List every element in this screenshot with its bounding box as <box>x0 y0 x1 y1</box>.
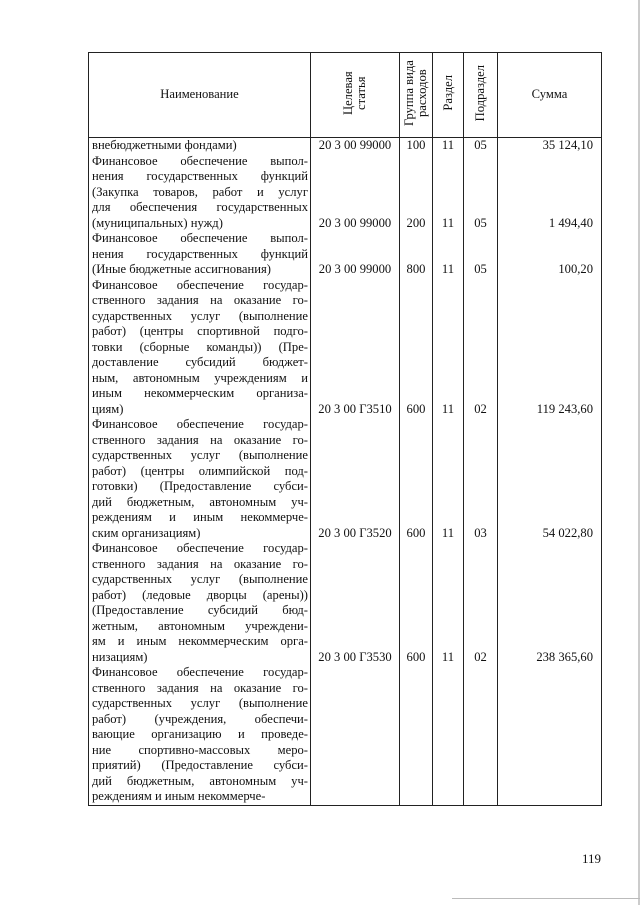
row-name-line: реждениям и иным некоммерче- <box>92 510 308 524</box>
header-sum: Сумма <box>498 53 602 138</box>
row-sum <box>498 231 602 278</box>
row-name-line: нения государственных функций <box>92 169 308 183</box>
table-row <box>89 138 602 154</box>
header-section-label: Раздел <box>440 74 455 111</box>
budget-table <box>88 52 602 806</box>
row-expense-group-value: 600 <box>406 525 426 540</box>
row-name-line: реждениям и иным некоммерче- <box>92 789 266 803</box>
row-section <box>433 665 464 805</box>
row-target-code <box>311 138 400 154</box>
row-sum <box>498 138 602 154</box>
table-body <box>89 138 602 806</box>
row-name-line: доставление субсидий бюджет- <box>92 355 308 369</box>
row-expense-group-value: 600 <box>406 401 426 416</box>
row-name-line: ным, автономным учреждениям и <box>92 370 308 385</box>
table-row <box>89 231 602 278</box>
row-sum <box>498 417 602 541</box>
row-section <box>433 138 464 154</box>
row-target-code <box>311 231 400 278</box>
row-section-value: 11 <box>441 138 455 152</box>
header-subsection-label: Подраздел <box>473 64 487 121</box>
header-section <box>433 53 464 138</box>
row-expense-group-value: 200 <box>406 215 426 230</box>
row-sum-value: 119 243,60 <box>536 401 593 416</box>
row-section-value: 11 <box>441 649 455 664</box>
row-section <box>433 154 464 232</box>
row-name-line: товки (сборные команды)) (Пре- <box>92 339 308 354</box>
row-section <box>433 417 464 541</box>
row-name-line: (муниципальных) нужд) <box>92 215 223 230</box>
row-name-line: нения государственных функций <box>92 246 308 261</box>
row-name-line: работ) (центры спортивной подго- <box>92 324 308 338</box>
row-name-line: ственного задания на оказание го- <box>92 556 308 571</box>
row-name-line: Финансовое обеспечение государ- <box>92 665 308 679</box>
row-name-line: работ) (ледовые дворцы (арены)) <box>92 587 308 602</box>
row-target-code <box>311 665 400 805</box>
row-name-line: Финансовое обеспечение государ- <box>92 277 308 292</box>
row-name-line: вающие организацию и проведе- <box>92 727 308 741</box>
row-sum <box>498 278 602 418</box>
row-name-line: иным некоммерческим организа- <box>92 386 308 400</box>
row-name-line: сударственных услуг (выполнение <box>92 696 308 710</box>
row-name-line: внебюджетными фондами) <box>92 138 237 152</box>
row-name-cell <box>89 138 311 154</box>
row-name-line: ственного задания на оказание го- <box>92 432 308 447</box>
row-target-code <box>311 541 400 665</box>
row-name-line: (Иные бюджетные ассигнования) <box>92 262 271 276</box>
row-target-code-value: 20 3 00 Г3510 <box>318 401 392 416</box>
row-expense-group-value: 100 <box>406 138 426 152</box>
row-expense-group <box>400 231 433 278</box>
row-target-code <box>311 154 400 232</box>
header-target <box>311 53 400 138</box>
table-row <box>89 278 602 418</box>
row-section-value: 11 <box>441 262 455 276</box>
row-expense-group <box>400 278 433 418</box>
header-target-word: статья <box>354 75 368 110</box>
row-target-code-value: 20 3 00 99000 <box>318 215 392 230</box>
row-sum-value: 35 124,10 <box>542 138 593 152</box>
row-section-value: 11 <box>441 215 455 230</box>
row-name-line: циям) <box>92 401 124 416</box>
header-target-word: Целевая <box>341 70 355 115</box>
row-name-cell <box>89 154 311 232</box>
row-subsection <box>464 417 498 541</box>
row-name-cell <box>89 278 311 418</box>
header-target-label <box>342 58 368 128</box>
row-sum-value: 100,20 <box>558 262 593 276</box>
row-expense-group <box>400 417 433 541</box>
header-group-line1: Группа вида <box>402 59 416 126</box>
row-expense-group <box>400 665 433 805</box>
header-name: Наименование <box>89 53 311 138</box>
row-name-line: ние спортивно-массовых меро- <box>92 742 308 757</box>
row-name-line: Финансовое обеспечение выпол- <box>92 153 308 168</box>
row-expense-group <box>400 154 433 232</box>
header-row <box>89 53 602 138</box>
row-subsection-value: 03 <box>474 525 487 540</box>
table-row <box>89 154 602 232</box>
row-subsection-value: 02 <box>474 401 487 416</box>
table-row <box>89 417 602 541</box>
table-row <box>89 541 602 665</box>
row-name-cell <box>89 231 311 278</box>
row-target-code-value: 20 3 00 99000 <box>318 262 392 276</box>
row-name-line: ям и иным некоммерческим орга- <box>92 634 308 648</box>
row-name-line: сударственных услуг (выполнение <box>92 448 308 462</box>
row-name-line: Финансовое обеспечение государ- <box>92 417 308 431</box>
row-subsection <box>464 231 498 278</box>
row-name-cell <box>89 665 311 805</box>
row-name-line: дий бюджетным, автономным уч- <box>92 494 308 509</box>
row-name-line: готовки) (Предоставление субси- <box>92 479 308 493</box>
row-expense-group-value: 600 <box>406 649 426 664</box>
row-section <box>433 278 464 418</box>
header-subsection <box>464 53 498 138</box>
header-group-line2: расходов <box>415 68 429 117</box>
row-sum-value: 238 365,60 <box>536 649 593 664</box>
row-subsection <box>464 278 498 418</box>
row-subsection <box>464 665 498 805</box>
row-name-line: работ) (учреждения, обеспечи- <box>92 711 308 726</box>
row-sum-value: 54 022,80 <box>542 525 593 540</box>
row-subsection-value: 05 <box>474 138 487 152</box>
row-name-line: (Закупка товаров, работ и услуг <box>92 184 308 199</box>
row-section-value: 11 <box>441 525 455 540</box>
row-expense-group <box>400 138 433 154</box>
row-name-line: работ) (центры олимпийской под- <box>92 463 308 478</box>
table-row <box>89 665 602 805</box>
header-group <box>400 53 433 138</box>
row-name-line: дий бюджетным, автономным уч- <box>92 773 308 788</box>
row-section <box>433 541 464 665</box>
row-name-line: ственного задания на оказание го- <box>92 680 308 695</box>
row-subsection <box>464 154 498 232</box>
row-expense-group <box>400 541 433 665</box>
row-subsection-value: 05 <box>474 262 487 276</box>
row-target-code-value: 20 3 00 99000 <box>318 138 392 152</box>
row-target-code <box>311 417 400 541</box>
row-target-code-value: 20 3 00 Г3520 <box>318 525 392 540</box>
row-target-code-value: 20 3 00 Г3530 <box>318 649 392 664</box>
row-sum <box>498 541 602 665</box>
row-name-line: сударственных услуг (выполнение <box>92 572 308 586</box>
row-name-line: ским организациям) <box>92 525 201 540</box>
row-name-line: для обеспечения государственных <box>92 200 308 214</box>
row-subsection <box>464 541 498 665</box>
row-expense-group-value: 800 <box>406 262 426 276</box>
row-name-line: Финансовое обеспечение выпол- <box>92 231 308 245</box>
row-subsection-value: 05 <box>474 215 487 230</box>
row-subsection <box>464 138 498 154</box>
row-name-line: сударственных услуг (выполнение <box>92 308 308 323</box>
row-name-line: жетным, автономным учреждени- <box>92 618 308 633</box>
row-name-line: низациям) <box>92 649 148 664</box>
row-name-line: ственного задания на оказание го- <box>92 293 308 307</box>
page-number: 119 <box>582 851 602 866</box>
row-sum <box>498 154 602 232</box>
row-section-value: 11 <box>441 401 455 416</box>
header-group-label <box>403 54 429 132</box>
row-target-code <box>311 278 400 418</box>
row-sum <box>498 665 602 805</box>
row-name-line: (Предоставление субсидий бюд- <box>92 603 308 617</box>
row-subsection-value: 02 <box>474 649 487 664</box>
row-sum-value: 1 494,40 <box>548 215 593 230</box>
row-section <box>433 231 464 278</box>
row-name-line: Финансовое обеспечение государ- <box>92 541 308 555</box>
row-name-cell <box>89 541 311 665</box>
row-name-cell <box>89 417 311 541</box>
row-name-line: приятий) (Предоставление субси- <box>92 758 308 772</box>
scan-bottom-line <box>452 898 640 899</box>
